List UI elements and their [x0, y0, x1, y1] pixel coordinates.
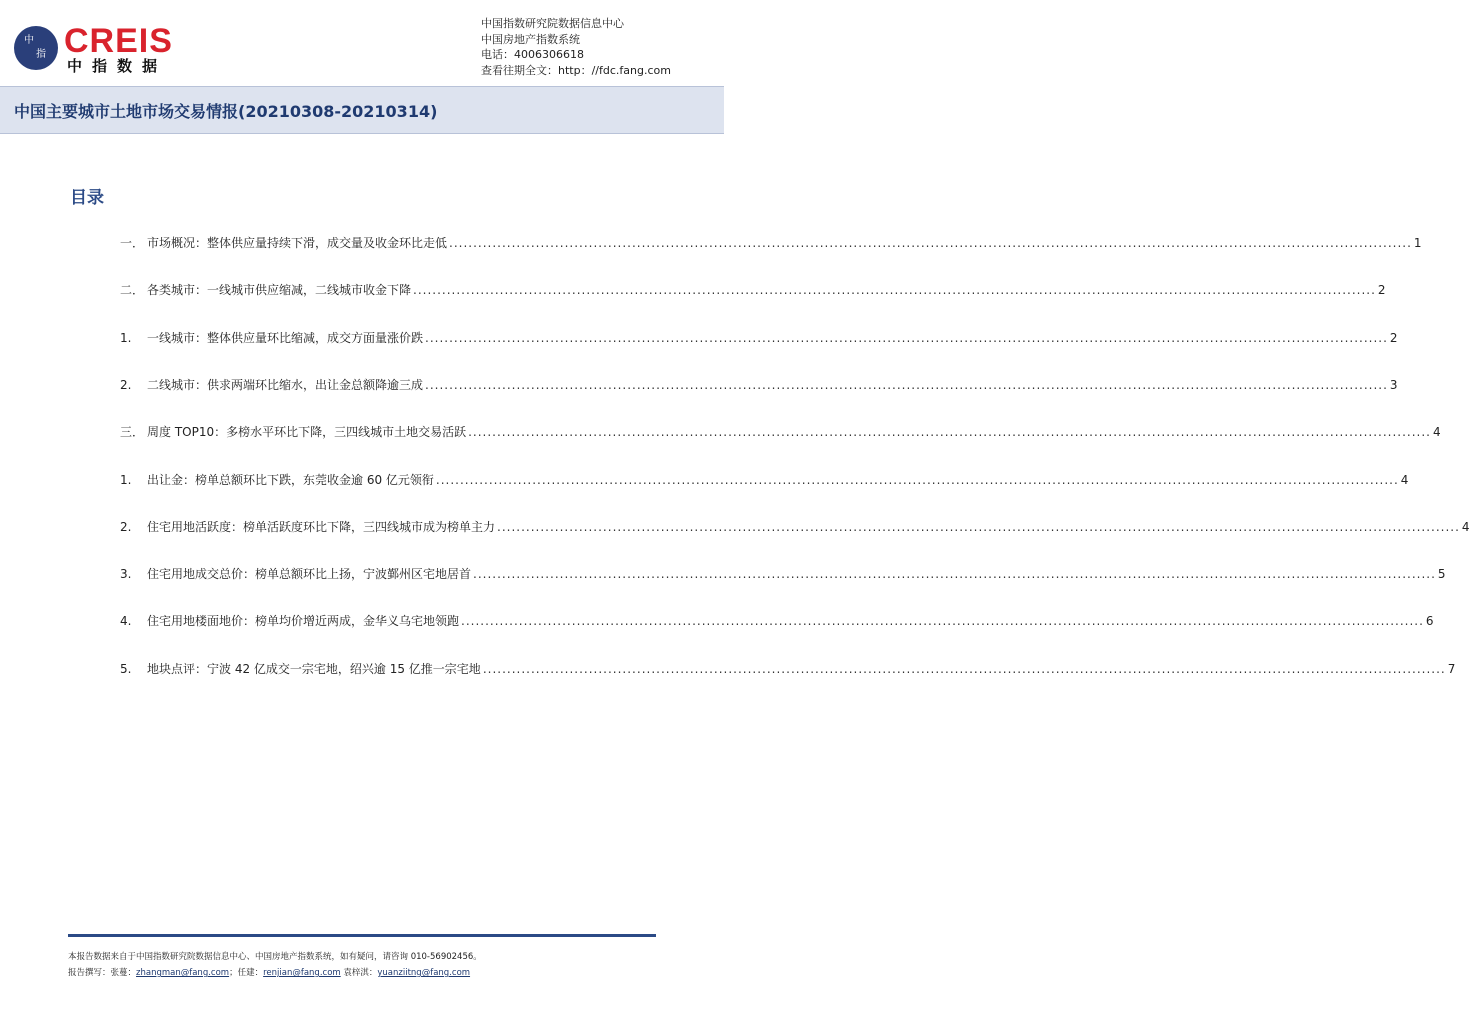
logo-emblem-icon: 中 指 [14, 26, 58, 70]
contact-phone: 电话：4006306618 [481, 48, 584, 61]
toc-entry-title: 地块点评：宁波 42 亿成交一宗宅地，绍兴逾 15 亿推一宗宅地 [147, 662, 481, 676]
author-email-link[interactable]: zhangman@fang.com [136, 968, 230, 978]
footer-divider [68, 934, 656, 937]
toc-entry[interactable] [120, 234, 1422, 254]
contact-org: 中国指数研究院数据信息中心 [481, 17, 624, 30]
toc-leader-dots: ........................................................................................................................................................................................................ [413, 283, 1376, 297]
toc-leader-dots: ........................................................................................................................................................................................................ [449, 236, 1412, 250]
toc-leader-dots: ........................................................................................................................................................................................................ [435, 473, 1399, 487]
toc-entry-number: 4. [120, 614, 132, 628]
toc-entry-title: 出让金：榜单总额环比下跌，东莞收金逾 60 亿元领衔 [147, 473, 434, 487]
toc-entry-title: 住宅用地楼面地价：榜单均价增近两成，金华义乌宅地领跑 [147, 614, 460, 628]
toc-leader-dots: ........................................................................................................................................................................................................ [468, 425, 1431, 439]
toc-leader-dots: ........................................................................................................................................................................................................ [497, 520, 1460, 534]
toc-entry-page: 7 [1447, 662, 1456, 676]
toc-entry[interactable] [120, 565, 1446, 585]
toc-entry[interactable] [120, 612, 1434, 632]
creis-logo [14, 24, 184, 74]
author-email-link[interactable]: renjian@fang.com [263, 968, 341, 978]
toc-entry[interactable] [120, 471, 1409, 491]
toc-entry-title: 各类城市：一线城市供应缩减，二线城市收金下降 [147, 283, 412, 297]
toc-entry-page: 2 [1389, 331, 1398, 345]
author-email-link[interactable]: yuanziitng@fang.com [377, 968, 471, 978]
toc-leader-dots: ........................................................................................................................................................................................................ [482, 662, 1446, 676]
toc-entry-page: 6 [1425, 614, 1434, 628]
toc-entry[interactable] [120, 660, 1456, 680]
toc-entry-number: 二． [120, 283, 145, 297]
toc-leader-dots: ........................................................................................................................................................................................................ [425, 331, 1388, 345]
toc-entry-number: 一． [120, 236, 145, 250]
logo-cn-text: 中指数据 [67, 57, 168, 75]
title-band [0, 86, 724, 134]
toc-entry-number: 3. [120, 567, 132, 581]
toc-entry-page: 4 [1433, 425, 1441, 439]
toc-entry-page: 2 [1377, 283, 1386, 297]
footer-authors: 报告撰写：张蔓：zhangman@fang.com；任建：renjian@fang.com 袁梓淇：yuanziitng@fang.com [68, 968, 471, 978]
toc-entry-number: 三． [120, 425, 145, 439]
toc-entry-page: 3 [1389, 378, 1398, 392]
toc-entry[interactable] [120, 518, 1470, 538]
toc-entry-title: 二线城市：供求两端环比缩水，出让金总额降逾三成 [147, 378, 424, 392]
toc-entry-number: 1. [120, 331, 132, 345]
toc-entry-page: 1 [1413, 236, 1422, 250]
footer-source-note: 本报告数据来自于中国指数研究院数据信息中心、中国房地产指数系统，如有疑问，请咨询 010-56902456。 [68, 952, 482, 962]
toc-entry-title: 市场概况：整体供应量持续下滑，成交量及收金环比走低 [147, 236, 448, 250]
logo-brand-text: CREIS [64, 22, 173, 60]
toc-entry[interactable] [120, 376, 1398, 396]
toc-entry-number: 5. [120, 662, 132, 676]
contact-url: 查看往期全文：http：//fdc.fang.com [481, 63, 671, 77]
toc-entry-number: 1. [120, 473, 132, 487]
toc-leader-dots: ........................................................................................................................................................................................................ [461, 614, 1424, 628]
toc-entry[interactable] [120, 423, 1441, 443]
toc-entry-title: 住宅用地成交总价：榜单总额环比上扬，宁波鄞州区宅地居首 [147, 567, 472, 581]
toc-heading: 目录 [70, 188, 104, 208]
toc-leader-dots: ........................................................................................................................................................................................................ [425, 378, 1388, 392]
toc-entry-number: 2. [120, 520, 132, 534]
contact-block [481, 16, 671, 78]
contact-system: 中国房地产指数系统 [481, 32, 580, 46]
toc-entry[interactable] [120, 281, 1386, 301]
toc-entry-page: 4 [1400, 473, 1409, 487]
toc-entry-title: 住宅用地活跃度：榜单活跃度环比下降，三四线城市成为榜单主力 [147, 520, 496, 534]
toc-entry-title: 周度 TOP10：多榜水平环比下降，三四线城市土地交易活跃 [147, 425, 467, 439]
toc-entry-page: 4 [1461, 520, 1470, 534]
toc-entry-title: 一线城市：整体供应量环比缩减，成交方面量涨价跌 [147, 331, 424, 345]
toc-leader-dots: ........................................................................................................................................................................................................ [473, 567, 1436, 581]
toc-entry-page: 5 [1437, 567, 1446, 581]
report-title: 中国主要城市土地市场交易情报(20210308-20210314) [14, 102, 438, 121]
toc-entry-number: 2. [120, 378, 132, 392]
toc-entry[interactable] [120, 329, 1398, 349]
